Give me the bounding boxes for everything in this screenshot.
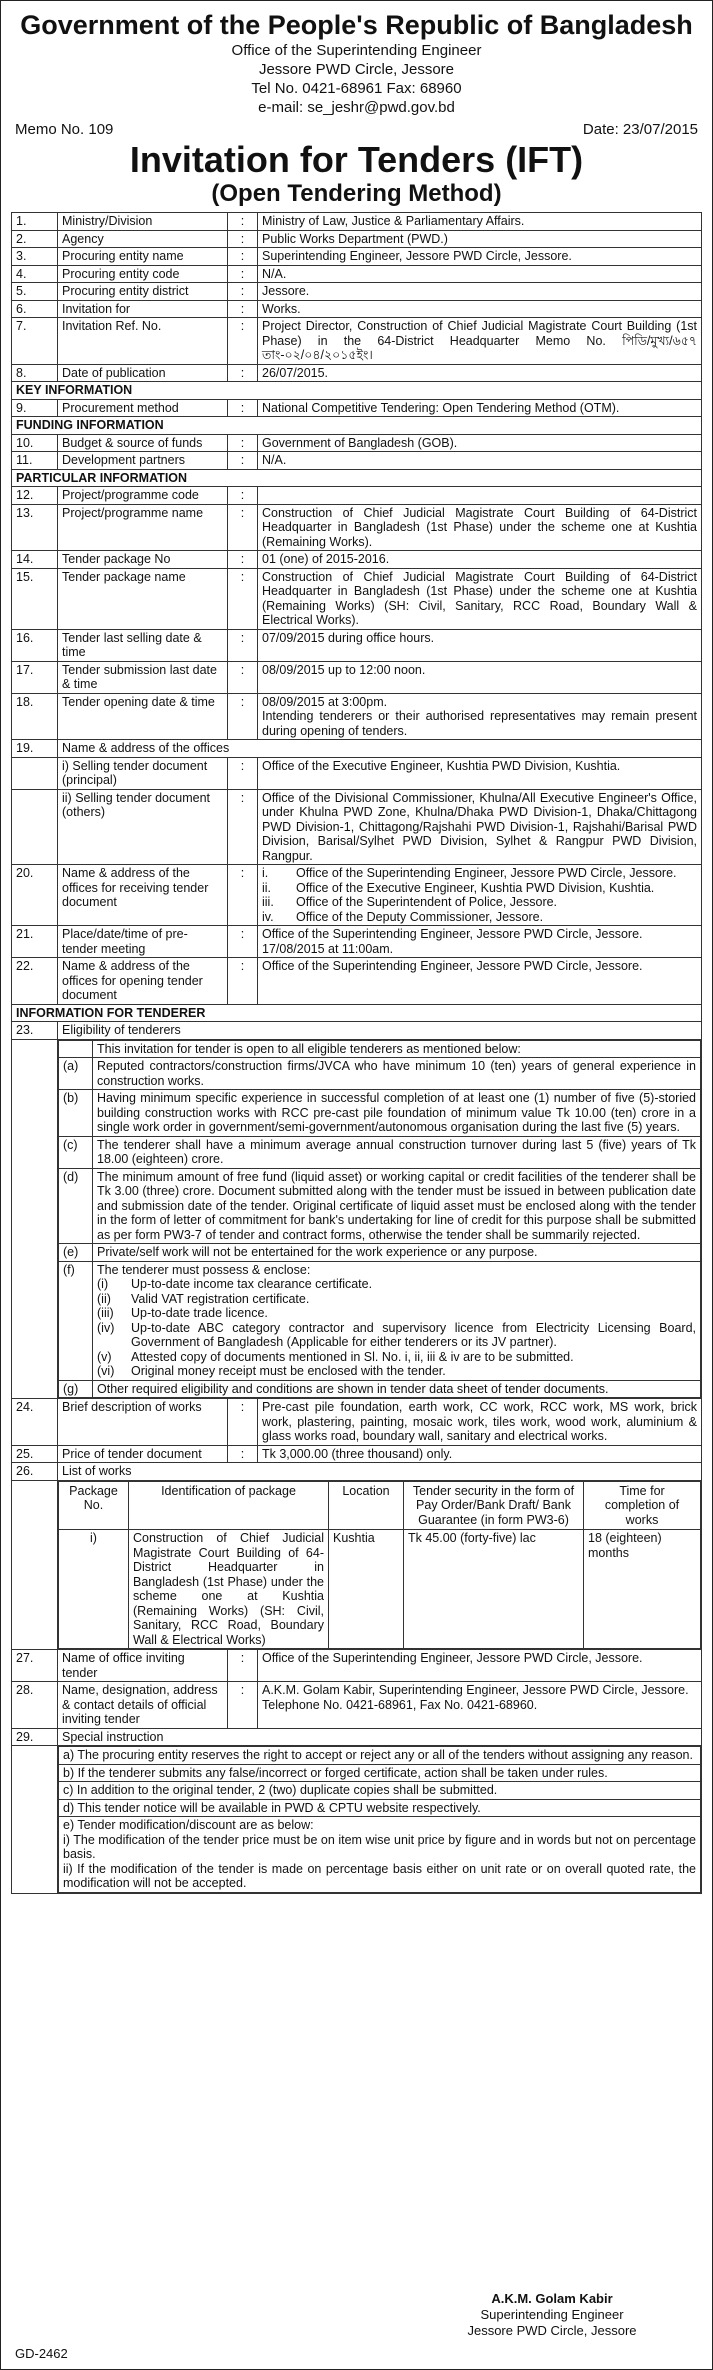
letterhead bbox=[11, 9, 702, 117]
memo-date: Date: 23/07/2015 bbox=[582, 121, 698, 138]
gd-code: GD-2462 bbox=[15, 2346, 68, 2361]
table-row: 18. Tender opening date & time : 08/09/2015 at 3:00pm. Intending tenderers or their authorised representatives may remain present during opening of tenders. bbox=[12, 693, 702, 740]
table-row: i) Selling tender document (principal) : Office of the Executive Engineer, Kushtia PWD Division, Kushtia. bbox=[12, 757, 702, 789]
table-row: 11. Development partners : N/A. bbox=[12, 452, 702, 470]
signatory-name: A.K.M. Golam Kabir bbox=[491, 2291, 613, 2306]
special-block: a) The procuring entity reserves the right to accept or reject any or all of the tenders without assigning any reason. b) If the tenderer submits any false/incorrect or forged certificate, action shall be taken under rules. c) In addition to the original tender, 2 (two) duplicate copies shall be submitted. d) This tender notice will be available in PWD & CPTU website respectively. e) Tender modification/discount are as below: i) The modification of the tender price must be on item wise unit price by figure and in words but not on percentage basis. ii) If the modification of the tender is made on percentage basis either on unit rate or on overall quoted rate, the modification will not be accepted. bbox=[12, 1746, 702, 1894]
signature-block bbox=[432, 2291, 672, 2339]
table-row: 4. Procuring entity code : N/A. bbox=[12, 265, 702, 283]
table-row: ii) Selling tender document (others) : Office of the Divisional Commissioner, Khulna/All Executive Engineer's Office, under Khulna PWD Zone, Khulna/Dhaka PWD Division-1, Dhaka/Chittagong PWD Division-1, Chittagong/Rajshahi PWD Division-1, Rajshahi/Barisal PWD Division, Barisal/Sylhet PWD Division, Sylhet & Rangpur PWD Division, Rangpur. bbox=[12, 789, 702, 865]
table-row: 8. Date of publication : 26/07/2015. bbox=[12, 364, 702, 382]
table-row: 15. Tender package name : Construction of Chief Judicial Magistrate Court Building of 64-District Headquarter in Bangladesh (1st Phase) under the scheme one at Kushtia (Remaining Works) (SH: Civil, Sanitary, RCC Road, Boundary Wall & Electrical Works). bbox=[12, 568, 702, 629]
section-heading: INFORMATION FOR TENDERER bbox=[12, 1004, 702, 1022]
table-row: 25. Price of tender document : Tk 3,000.00 (three thousand) only. bbox=[12, 1445, 702, 1463]
table-row: 28. Name, designation, address & contact details of official inviting tender : A.K.M. Golam Kabir, Superintending Engineer, Jessore PWD Circle, Jessore. Telephone No. 0421-68961, Fax No. 0421-68960. bbox=[12, 1682, 702, 1729]
circle-name: Jessore PWD Circle, Jessore bbox=[258, 61, 455, 78]
special-row: 29. Special instruction bbox=[12, 1728, 702, 1746]
table-row: 5. Procuring entity district : Jessore. bbox=[12, 283, 702, 301]
table-row: 9. Procurement method : National Competitive Tendering: Open Tendering Method (OTM). bbox=[12, 399, 702, 417]
office-name: Office of the Superintending Engineer bbox=[231, 42, 482, 59]
email: e-mail: se_jeshr@pwd.gov.bd bbox=[258, 99, 455, 116]
section-heading: PARTICULAR INFORMATION bbox=[12, 469, 702, 487]
table-row: 16. Tender last selling date & time : 07/09/2015 during office hours. bbox=[12, 629, 702, 661]
table-row: 2. Agency : Public Works Department (PWD.) bbox=[12, 230, 702, 248]
table-row: 12. Project/programme code : bbox=[12, 487, 702, 505]
table-row: 10. Budget & source of funds : Government of Bangladesh (GOB). bbox=[12, 434, 702, 452]
table-row: 14. Tender package No : 01 (one) of 2015-2016. bbox=[12, 551, 702, 569]
works-block bbox=[12, 1480, 702, 1650]
section-heading: KEY INFORMATION bbox=[12, 382, 702, 400]
table-row: 6. Invitation for : Works. bbox=[12, 300, 702, 318]
section-heading: FUNDING INFORMATION bbox=[12, 417, 702, 435]
ift-table bbox=[11, 212, 702, 1894]
table-row: 27. Name of office inviting tender : Office of the Superintending Engineer, Jessore PWD Circle, Jessore. bbox=[12, 1650, 702, 1682]
table-row: 13. Project/programme name : Construction of Chief Judicial Magistrate Court Building of 64-District Headquarter in Bangladesh (1st Phase) under the scheme one at Kushtia (Remaining Works). bbox=[12, 504, 702, 551]
table-row: 1. Ministry/Division : Ministry of Law, Justice & Parliamentary Affairs. bbox=[12, 213, 702, 231]
tel-fax: Tel No. 0421-68961 Fax: 68960 bbox=[251, 80, 462, 97]
table-row: 21. Place/date/time of pre-tender meeting : Office of the Superintending Engineer, Jessore PWD Circle, Jessore. 17/08/2015 at 11:00am. bbox=[12, 926, 702, 958]
notice-title: Invitation for Tenders (IFT) bbox=[129, 139, 584, 180]
government-title: Government of the People's Republic of Bangladesh bbox=[20, 10, 693, 40]
table-row: 24. Brief description of works : Pre-cast pile foundation, earth work, CC work, RCC work, MS work, brick work, plastering, painting, mosaic work, tiles work, wood work, aluminium & glass works road, boundary wall, sanitary and electrical works. bbox=[12, 1399, 702, 1446]
table-row: 22. Name & address of the offices for opening tender document : Office of the Superintending Engineer, Jessore PWD Circle, Jessore. bbox=[12, 958, 702, 1005]
table-row: 20. Name & address of the offices for receiving tender document : i. Office of the Superintending Engineer, Jessore PWD Circle, Jessore. ii. Office of the Executive Engineer, Kushtia PWD Division, Kushtia. iii. Office of the Superintendent of Police, Jessore. iv. Office of the Deputy Commissioner, Jessore. bbox=[12, 865, 702, 926]
memo-line bbox=[11, 121, 702, 138]
works-table: Package No. Identification of package Location Tender security in the form of Pay Order/Bank Draft/ Bank Guarantee (in form PW3-6) Time for completion of works i) Construction of Chief Judicial Magistrate Court Building of 64-District Headquarter in Bangladesh (1st Phase) under the scheme one at Kushtia (Remaining Works) (SH: Civil, Sanitary, RCC Road, Boundary Wall & Electrical Works) Kushtia Tk 45.00 (forty-five) lac 18 (eighteen) months bbox=[58, 1481, 701, 1650]
memo-number: Memo No. 109 bbox=[15, 121, 114, 138]
eligibility-block: This invitation for tender is open to all eligible tenderers as mentioned below: (a) Reputed contractors/construction firms/JVCA who have minimum 10 (ten) years of general experience in construction works. (b) Having minimum specific experience in successful completion of at least one (1) number of five (5)-storied building construction works with RCC pre-cast pile foundation of minimum value Tk 10.00 (ten) crore in a single work order in government/semi-government/autonomous organisation during the last five (5) years. (c) The tenderer shall have a minimum average annual construction turnover during last 5 (five) years of Tk 18.00 (eighteen) crore. (d) The minimum amount of free fund (liquid asset) or working capital or credit facilities of the tenderer shall be Tk 3.00 (three) crore. Document submitted along with the tender must be issued in between publication date and submission date of the tender. Original certificate of liquid asset must be enclosed along with the tender in the form of letter of commitment for bank's undertaking for line of credit for this purpose shall be submitted as per form PW3-7 of tender and contract forms, otherwise the tender shall be summarily rejected. (e) Private/self work will not be entertained for the work experience or any purpose. (f) The tenderer must possess & enclose: (i) Up-to-date income tax clearance certificate. (ii) Valid VAT registration certificate. (iii) Up-to-date trade licence. (iv) Up-to-date ABC category contractor and supervisory licence from Electricity Licensing Board, Government of Bangladesh (Applicable for either tenderers or its JV partner). (v) Attested copy of documents mentioned in Sl. No. i, ii, iii & iv are to be submitted. (vi) Original money receipt must be enclosed with the tender. (g) Other required eligibility and conditions are shown in tender data sheet of tender documents. bbox=[12, 1039, 702, 1399]
eligibility-row: 23. Eligibility of tenderers bbox=[12, 1022, 702, 1040]
works-row: 26. List of works bbox=[12, 1463, 702, 1481]
table-row: 17. Tender submission last date & time : 08/09/2015 up to 12:00 noon. bbox=[12, 661, 702, 693]
signatory-designation: Superintending Engineer bbox=[480, 2307, 624, 2322]
table-row: 7. Invitation Ref. No. : Project Director, Construction of Chief Judicial Magistrate Court Building (1st Phase) in the 64-District Headquarter Memo No. পিডি/মুখ্য/৬৫৭ তাং-০২/০৪/২০১৫ইং। bbox=[12, 318, 702, 365]
notice-subtitle: (Open Tendering Method) bbox=[211, 180, 502, 207]
table-row: 19. Name & address of the offices bbox=[12, 740, 702, 758]
signatory-office: Jessore PWD Circle, Jessore bbox=[467, 2323, 637, 2338]
table-row: 3. Procuring entity name : Superintending Engineer, Jessore PWD Circle, Jessore. bbox=[12, 248, 702, 266]
